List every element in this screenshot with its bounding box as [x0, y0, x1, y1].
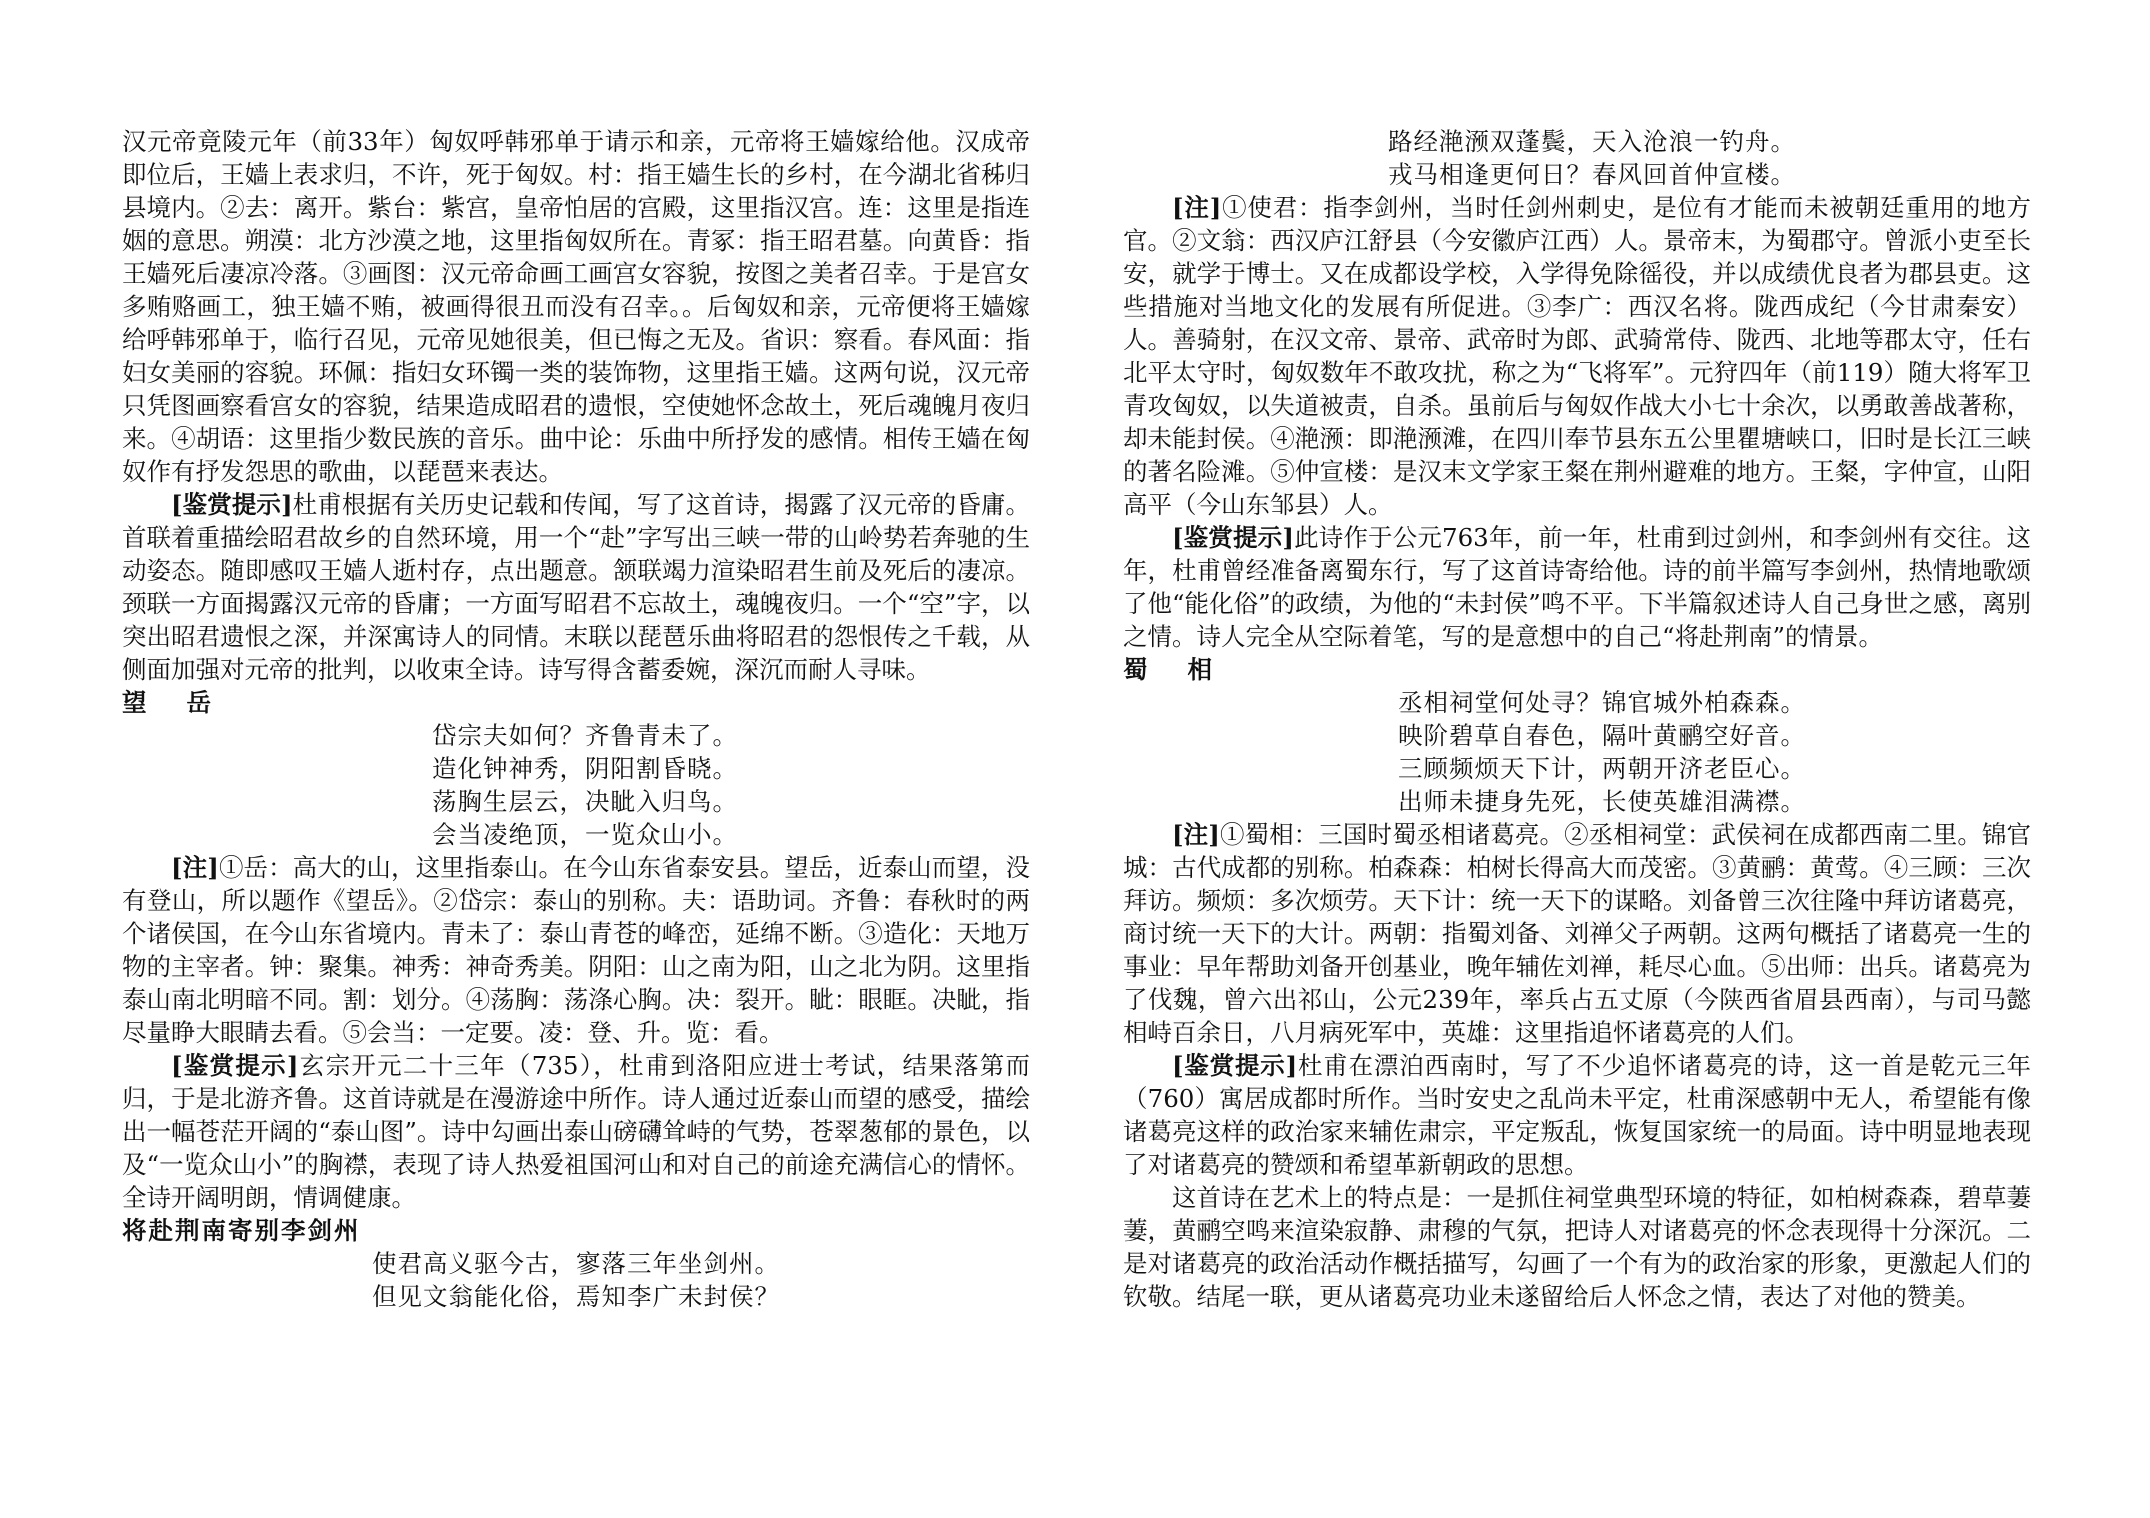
poem-title-jiangfu: 将赴荆南寄别李剑州	[122, 1216, 361, 1245]
poem-line: 映阶碧草自春色，隔叶黄鹂空好音。	[1398, 721, 1806, 750]
poem-line: 造化钟神秀，阴阳割昏晓。	[432, 754, 738, 783]
poem-line: 戎马相逢更何日？春风回首仲宣楼。	[1388, 160, 1796, 189]
note-text: ①蜀相：三国时蜀丞相诸葛亮。②丞相祠堂：武侯祠在成都西南二里。锦官城：古代成都的别称。柏森森：柏树长得高大而茂密。③黄鹂：黄莺。④三顾：三次拜访。频烦：多次烦劳。天下计：统一天下的谋略。刘备曾三次往隆中拜访诸葛亮，商讨统一天下的大计。两朝：指蜀刘备、刘禅父子两朝。这两句概括了诸葛亮一生的事业：早年帮助刘备开创基业，晚年辅佐刘禅，耗尽心血。⑤出师：出兵。诸葛亮为了伐魏，曾六出祁山，公元239年，率兵占五丈原（今陕西省眉县西南），与司马懿相峙百余日，八月病死军中，英雄：这里指追怀诸葛亮的人们。	[1123, 820, 2032, 1047]
appreciation-label: [鉴赏提示]	[1172, 1051, 1298, 1080]
appreciation-paragraph	[1123, 521, 2031, 653]
appreciation-text: 玄宗开元二十三年（735），杜甫到洛阳应进士考试，结果落第而归，于是北游齐鲁。这首诗就是在漫游途中所作。诗人通过近泰山而望的感受，描绘出一幅苍茫开阔的“泰山图”。诗中勾画出泰山磅礴耸峙的气势，苍翠葱郁的景色，以及“一览众山小”的胸襟，表现了诗人热爱祖国河山和对自己的前途充满信心的情怀。全诗开阔明朗，情调健康。	[122, 1051, 1031, 1212]
appreciation-label: [鉴赏提示]	[1172, 523, 1294, 552]
note-text: ①岳：高大的山，这里指泰山。在今山东省泰安县。望岳，近泰山而望，没有登山，所以题作《望岳》。②岱宗：泰山的别称。夫：语助词。齐鲁：春秋时的两个诸侯国，在今山东省境内。青未了：泰山青苍的峰峦，延绵不断。③造化：天地万物的主宰者。钟：聚集。神秀：神奇秀美。阴阳：山之南为阳，山之北为阴。这里指泰山南北明暗不同。割：划分。④荡胸：荡涤心胸。决：裂开。眦：眼眶。决眦，指尽量睁大眼睛去看。⑤会当：一定要。凌：登、升。览：看。	[122, 853, 1031, 1047]
note-text: ①使君：指李剑州，当时任剑州刺史，是位有才能而未被朝廷重用的地方官。②文翁：西汉庐江舒县（今安徽庐江西）人。景帝末，为蜀郡守。曾派小吏至长安，就学于博士。又在成都设学校，入学得免除徭役，并以成绩优良者为郡县吏。这些措施对当地文化的发展有所促进。③李广：西汉名将。陇西成纪（今甘肃秦安）人。善骑射，在汉文帝、景帝、武帝时为郎、武骑常侍、陇西、北地等郡太守，任右北平太守时，匈奴数年不敢攻扰，称之为“飞将军”。元狩四年（前119）随大将军卫青攻匈奴，以失道被责，自杀。虽前后与匈奴作战大小七十余次，以勇敢善战著称，却未能封侯。④滟滪：即滟滪滩，在四川奉节县东五公里瞿塘峡口，旧时是长江三峡的著名险滩。⑤仲宣楼：是汉末文学家王粲在荆州避难的地方。王粲，字仲宣，山阳高平（今山东邹县）人。	[1123, 193, 2031, 519]
poem-line: 荡胸生层云，决眦入归鸟。	[432, 787, 738, 816]
appreciation-label: [鉴赏提示]	[171, 490, 293, 519]
poem-line: 丞相祠堂何处寻？锦官城外柏森森。	[1398, 688, 1806, 717]
appreciation-paragraph	[122, 1049, 1030, 1214]
art-paragraph: 这首诗在艺术上的特点是：一是抓住祠堂典型环境的特征，如柏树森森，碧草萋萋，黄鹂空鸣来渲染寂静、肃穆的气氛，把诗人对诸葛亮的怀念表现得十分深沉。二是对诸葛亮的政治活动作概括描写，勾画了一个有为的政治家的形象，更激起人们的钦敬。结尾一联，更从诸葛亮功业未遂留给后人怀念之情，表达了对他的赞美。	[1123, 1183, 2031, 1311]
poem-line: 但见文翁能化俗，焉知李广未封侯？	[372, 1282, 780, 1311]
appreciation-paragraph	[1123, 1049, 2031, 1181]
poem-line: 使君高义驱今古，寥落三年坐剑州。	[372, 1249, 780, 1278]
note-paragraph	[1123, 191, 2031, 521]
appreciation-paragraph	[122, 488, 1030, 686]
appreciation-text: 杜甫在漂泊西南时，写了不少追怀诸葛亮的诗，这一首是乾元三年（760）寓居成都时所作。当时安史之乱尚未平定，杜甫深感朝中无人，希望能有像诸葛亮这样的政治家来辅佐肃宗，平定叛乱，恢复国家统一的局面。诗中明显地表现了对诸葛亮的赞颂和希望革新朝政的思想。	[1123, 1051, 2031, 1179]
poem-title-shuxiang: 蜀相	[1123, 655, 1252, 684]
note-paragraph	[1123, 818, 2031, 1049]
poem-line: 三顾频烦天下计，两朝开济老臣心。	[1398, 754, 1806, 783]
poem-line: 出师未捷身先死，长使英雄泪满襟。	[1398, 787, 1806, 816]
note-continuation: 汉元帝竟陵元年（前33年）匈奴呼韩邪单于请示和亲，元帝将王嫱嫁给他。汉成帝即位后，王嫱上表求归，不许，死于匈奴。村：指王嫱生长的乡村，在今湖北省秭归县境内。②去：离开。紫台：紫宫，皇帝怕居的宫殿，这里指汉宫。连：这里是指连姻的意思。朔漠：北方沙漠之地，这里指匈奴所在。青冢：指王昭君墓。向黄昏：指王嫱死后凄凉冷落。③画图：汉元帝命画工画宫女容貌，按图之美者召幸。于是宫女多贿赂画工，独王嫱不贿，被画得很丑而没有召幸。。后匈奴和亲，元帝便将王嫱嫁给呼韩邪单于，临行召见，元帝见她很美，但已悔之无及。省识：察看。春风面：指妇女美丽的容貌。环佩：指妇女环镯一类的装饰物，这里指王嫱。这两句说，汉元帝只凭图画察看宫女的容貌，结果造成昭君的遗恨，空使她怀念故土，死后魂魄月夜归来。④胡语：这里指少数民族的音乐。曲中论：乐曲中所抒发的感情。相传王嫱在匈奴作有抒发怨思的歌曲，以琵琶来表达。	[122, 127, 1030, 486]
appreciation-label: [鉴赏提示]	[171, 1051, 299, 1080]
poem-line: 岱宗夫如何？齐鲁青未了。	[432, 721, 738, 750]
poem-line: 会当凌绝顶，一览众山小。	[432, 820, 738, 849]
appreciation-text: 杜甫根据有关历史记载和传闻，写了这首诗，揭露了汉元帝的昏庸。首联着重描绘昭君故乡的自然环境，用一个“赴”字写出三峡一带的山岭势若奔驰的生动姿态。随即感叹王嫱人逝村存，点出题意。颔联竭力渲染昭君生前及死后的凄凉。颈联一方面揭露汉元帝的昏庸；一方面写昭君不忘故土，魂魄夜归。一个“空”字，以突出昭君遗恨之深，并深寓诗人的同情。末联以琵琶乐曲将昭君的怨恨传之千载，从侧面加强对元帝的批判，以收束全诗。诗写得含蓄委婉，深沉而耐人寻味。	[122, 490, 1031, 684]
note-label: [注]	[171, 853, 219, 882]
left-column	[122, 125, 1030, 1313]
poem-title-wangyue: 望岳	[122, 688, 251, 717]
note-label: [注]	[1172, 193, 1222, 222]
right-column	[1123, 125, 2031, 1313]
appreciation-text: 此诗作于公元763年，前一年，杜甫到过剑州，和李剑州有交往。这年，杜甫曾经准备离蜀东行，写了这首诗寄给他。诗的前半篇写李剑州，热情地歌颂了他“能化俗”的政绩，为他的“未封侯”鸣不平。下半篇叙述诗人自己身世之感，离别之情。诗人完全从空际着笔，写的是意想中的自己“将赴荆南”的情景。	[1123, 523, 2032, 651]
note-label: [注]	[1172, 820, 1220, 849]
note-paragraph	[122, 851, 1030, 1049]
poem-line: 路经滟滪双蓬鬓，天入沧浪一钓舟。	[1388, 127, 1796, 156]
